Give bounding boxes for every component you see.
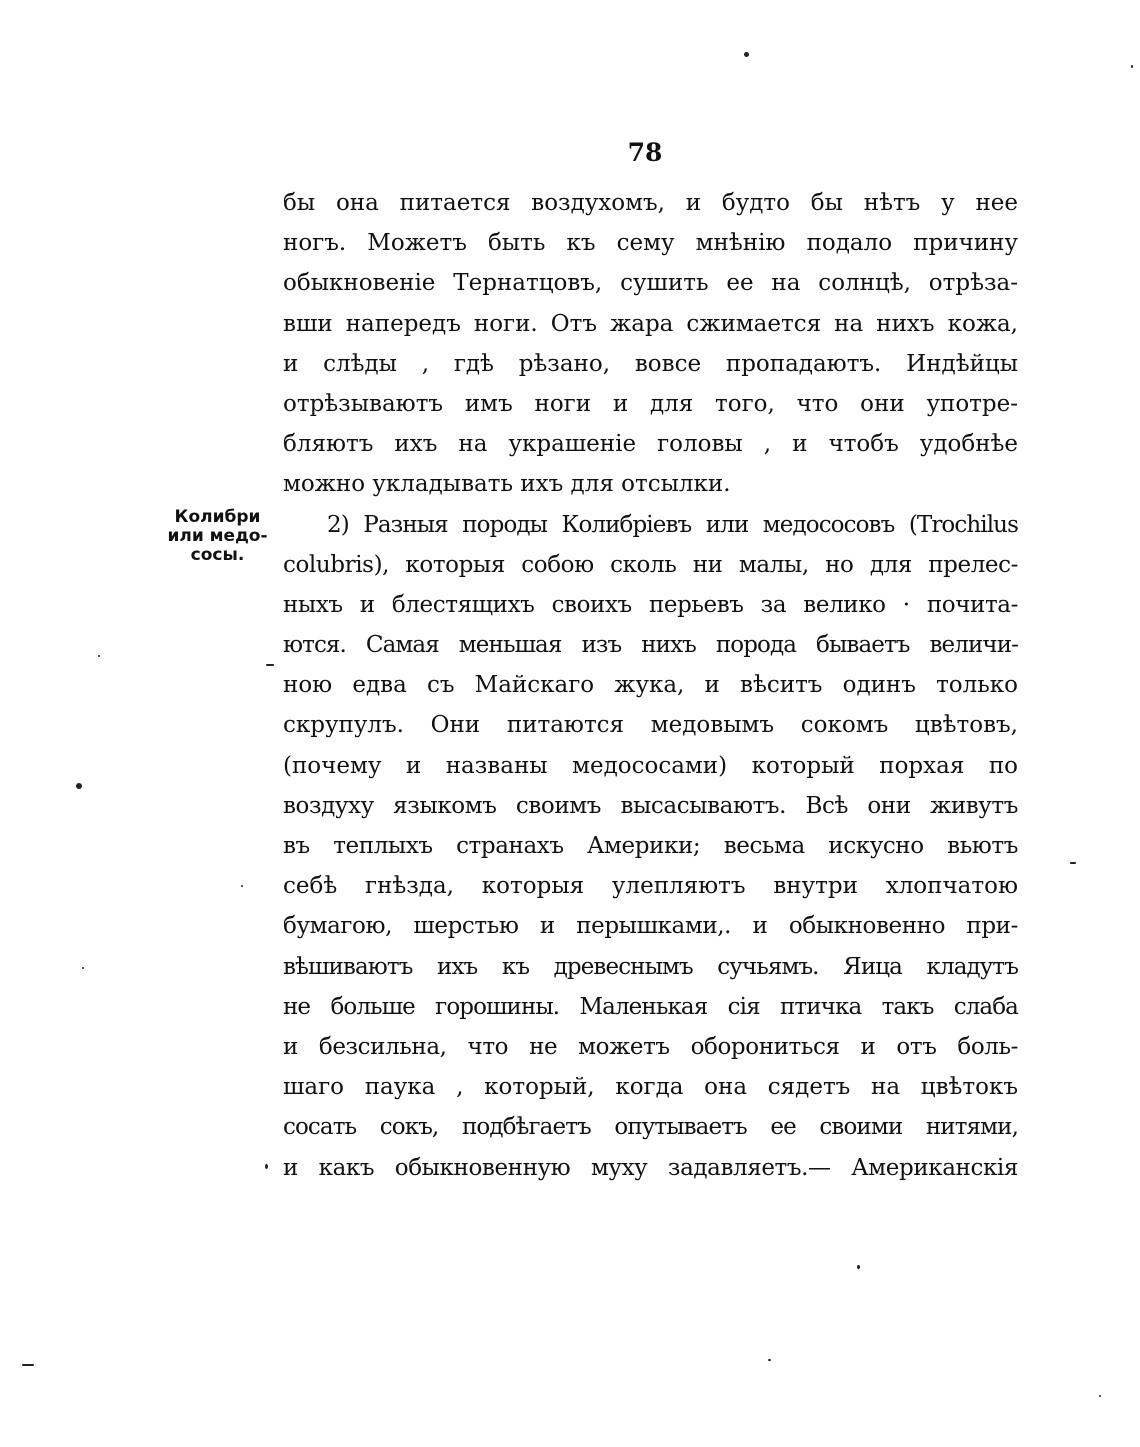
text-line: бумагою, шерстью и перышками,. и обыкновенно при- [283,913,1018,940]
text-line: шаго паука , который, когда она сядетъ на цвѣтокъ [283,1074,1018,1101]
scan-speck [76,783,82,789]
text-line: ются. Самая меньшая изъ нихъ порода бываетъ величи- [283,632,1018,659]
body-text [283,183,1018,1188]
text-line: не больше горошины. Маленькая сія птичка такъ слаба [283,993,1018,1020]
text-line: ною едва съ Майскаго жука, и вѣситъ одинъ только [283,672,1018,699]
scan-speck [857,1265,860,1269]
text-line: colubris), которыя собою сколь ни малы, но для прелес- [283,551,1018,578]
scan-speck [768,1359,771,1361]
text-line: сосать сокъ, подбѣгаетъ опутываетъ ее своими нитями, [283,1114,1018,1141]
scan-speck [265,1164,268,1169]
scan-speck [744,52,749,57]
text-line: вши напередъ ноги. Отъ жара сжимается на нихъ кожа, [283,310,1018,337]
page-number: 78 [627,138,663,167]
text-line: ногъ. Можетъ быть къ сему мнѣнію подало причину [283,230,1018,257]
scan-speck [82,967,84,969]
scan-speck [1099,1395,1101,1397]
text-line: отрѣзываютъ имъ ноги и для того, что они употре- [283,390,1018,417]
marginal-note-line: Колибри [174,507,261,527]
text-line: бляютъ ихъ на украшеніе головы , и чтобъ удобнѣе [283,431,1018,458]
text-line: (почему и названы медососами) который порхая по [283,752,1018,779]
text-line: можно укладывать ихъ для отсылки. [283,471,731,498]
text-line: въ теплыхъ странахъ Америки; весьма искусно вьютъ [283,833,1018,859]
text-line: себѣ гнѣзда, которыя улепляютъ внутри хлопчатою [283,873,1018,900]
scan-speck [241,885,243,887]
text-line: скрупулъ. Они питаются медовымъ сокомъ цвѣтовъ, [283,712,1018,739]
text-line: 2) Разныя породы Колибріевъ или медососовъ (Trochilus [327,511,1018,538]
scan-speck [1131,65,1133,68]
text-line: ныхъ и блестящихъ своихъ перьевъ за велико · почита- [283,591,1018,618]
text-line: и безсильна, что не можетъ оборониться и отъ боль- [283,1033,1018,1060]
text-line: и слѣды , гдѣ рѣзано, вовсе пропадаютъ. Индѣйцы [283,350,1018,377]
text-line: бы она питается воздухомъ, и будто бы нѣтъ у нее [283,190,1018,216]
scan-speck [98,655,100,657]
marginal-note-line: или медо- [167,526,268,546]
text-line: обыкновеніе Тернатцовъ, сушить ее на солнцѣ, отрѣза- [283,270,1018,297]
text-line: вѣшиваютъ ихъ къ древеснымъ сучьямъ. Яица кладутъ [283,953,1018,980]
text-line: воздуху языкомъ своимъ высасываютъ. Всѣ они живутъ [283,792,1018,819]
text-line: и какъ обыкновенную муху задавляетъ.— Американскія [283,1154,1018,1181]
marginal-note [160,508,275,565]
scan-speck [22,1364,34,1366]
marginal-note-line: сосы. [190,545,245,565]
scan-speck [1070,862,1076,864]
scan-speck [266,664,274,666]
